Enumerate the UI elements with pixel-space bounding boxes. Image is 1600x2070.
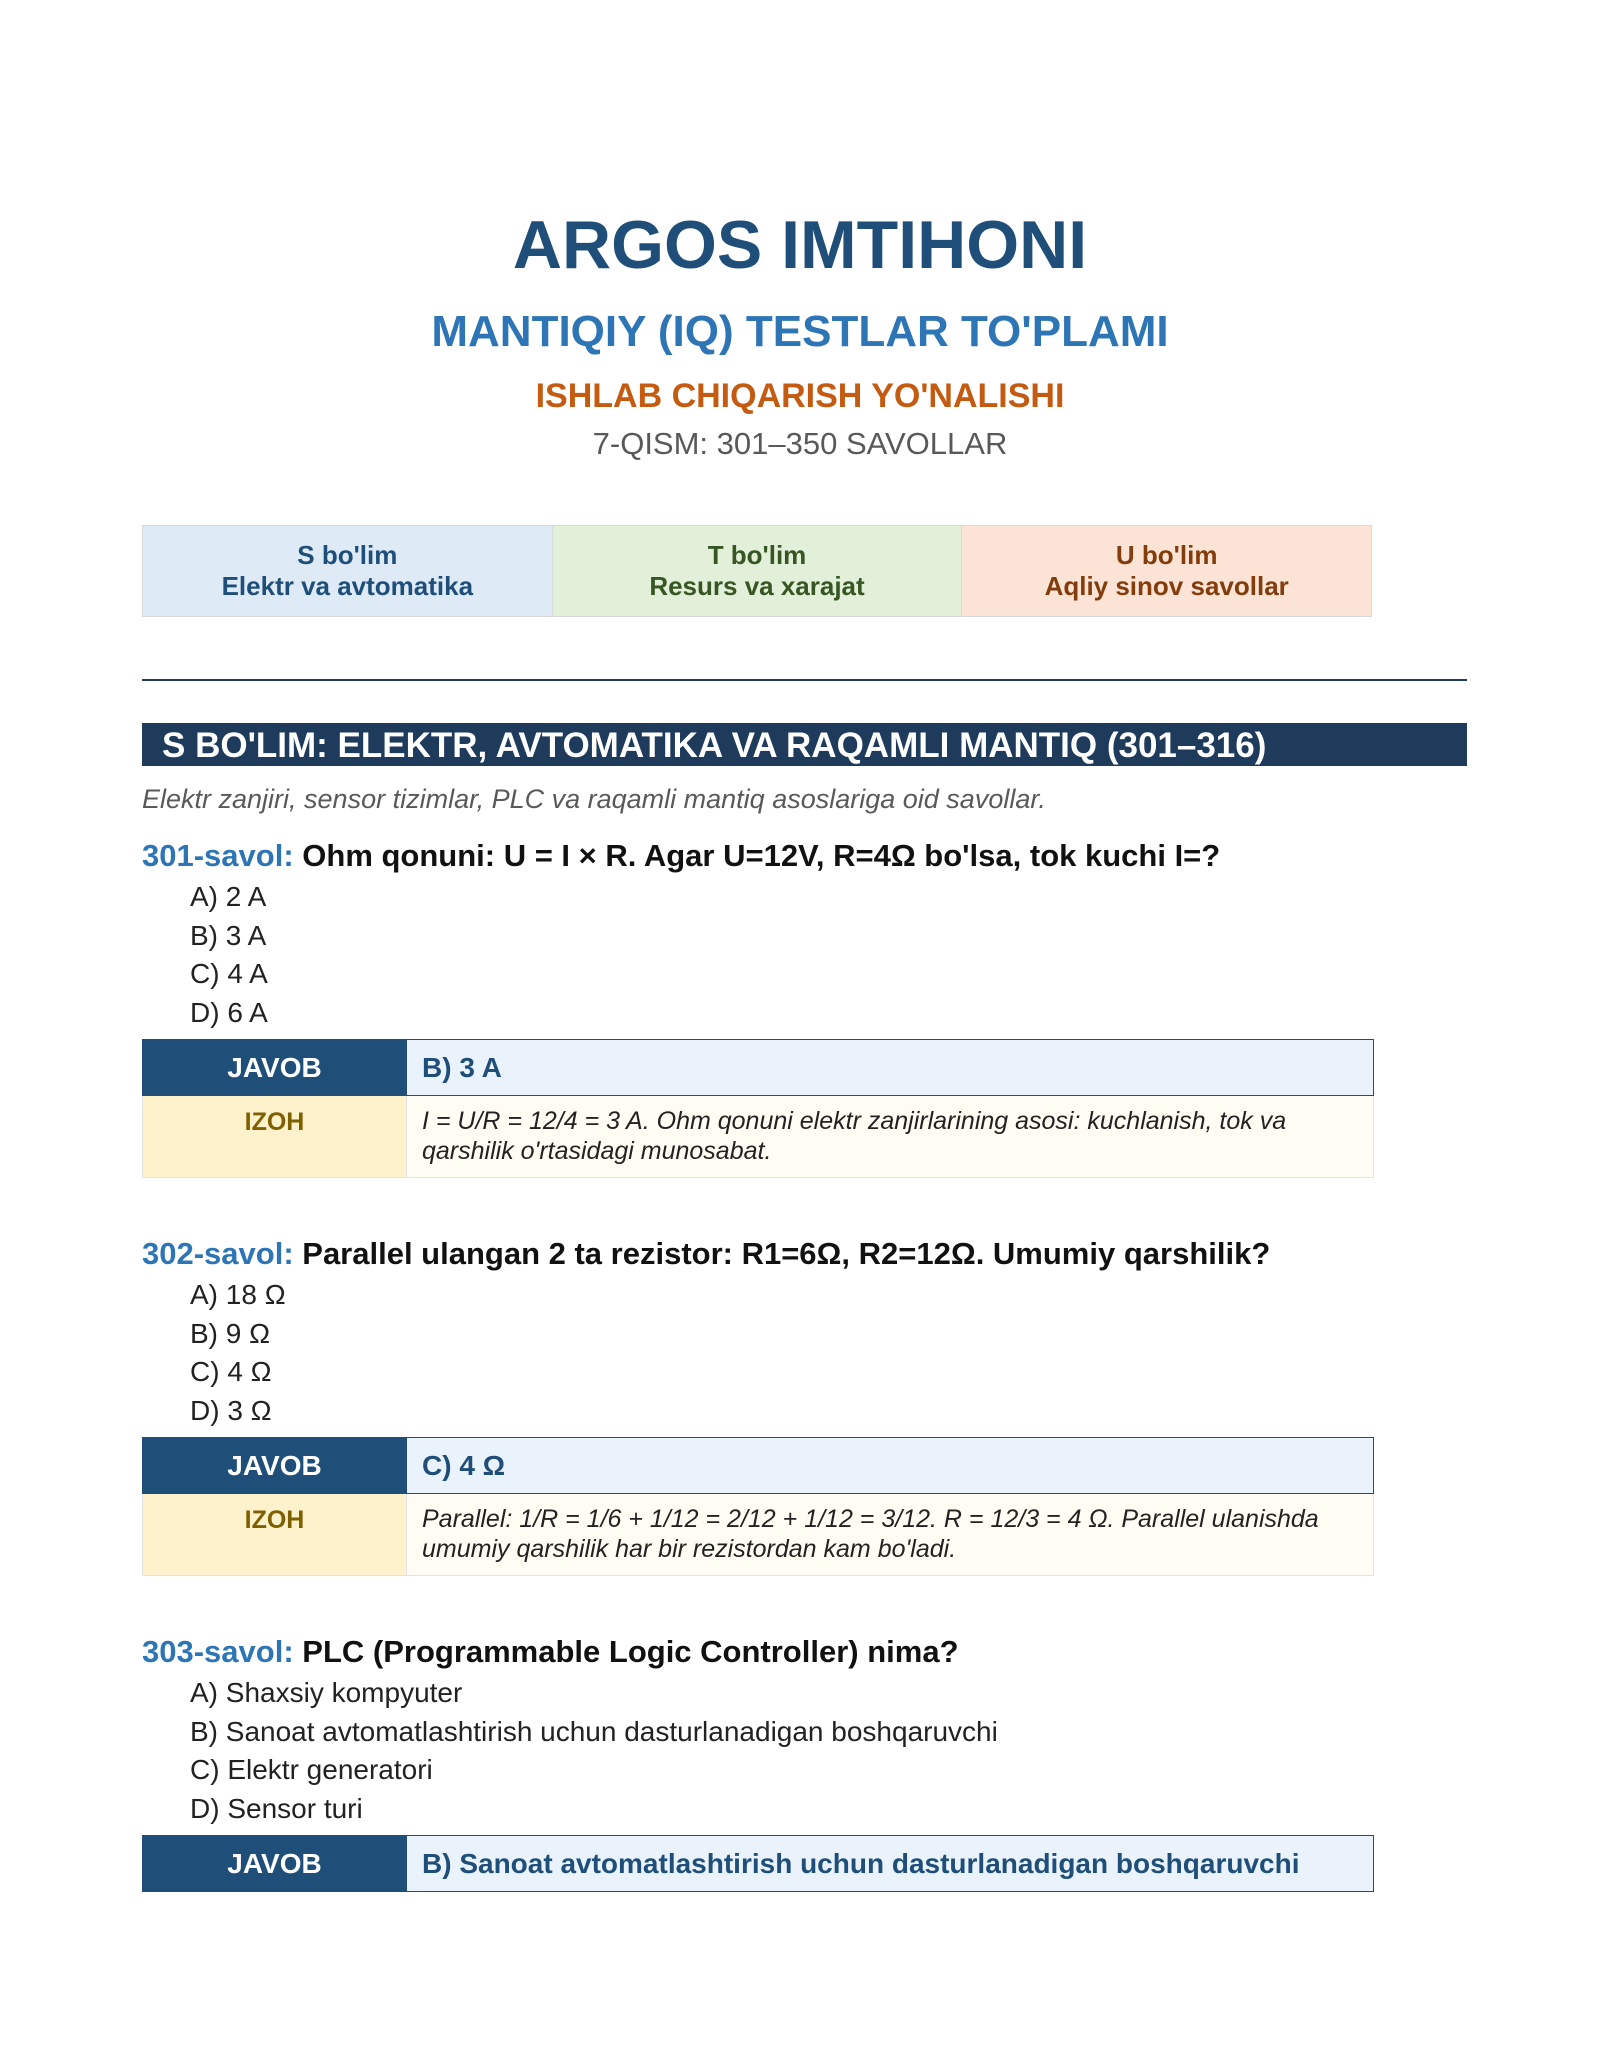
option-b: B) 3 A <box>190 919 267 951</box>
explanation-text: I = U/R = 12/4 = 3 A. Ohm qonuni elektr zanjirlarining asosi: kuchlanish, tok va qarshilik o'rtasidagi munosabat. <box>407 1096 1374 1178</box>
question-line <box>142 836 1467 876</box>
options-list <box>190 1276 1467 1430</box>
question-text: Ohm qonuni: U = I × R. Agar U=12V, R=4Ω bo'lsa, tok kuchi I=? <box>302 838 1221 873</box>
section-name: T bo'lim <box>707 540 807 570</box>
question-302 <box>142 1234 1467 1576</box>
option-b: B) 9 Ω <box>190 1317 271 1349</box>
options-list <box>190 1674 1467 1828</box>
option-d: D) 3 Ω <box>190 1394 272 1426</box>
section-desc: Aqliy sinov savollar <box>1044 571 1289 601</box>
question-301 <box>142 836 1467 1178</box>
option-c: C) 4 Ω <box>190 1356 272 1387</box>
answer-table <box>142 1835 1374 1892</box>
answer-label: JAVOB <box>143 1438 407 1494</box>
option-a: A) 18 Ω <box>190 1279 286 1310</box>
sections-overview <box>142 525 1372 617</box>
section-t-box <box>553 526 963 616</box>
section-u-box <box>962 526 1371 616</box>
option-c: C) Elektr generatori <box>190 1754 433 1785</box>
question-number: 303-savol: <box>142 1634 294 1669</box>
answer-value: C) 4 Ω <box>407 1438 1374 1494</box>
option-c: C) 4 A <box>190 958 268 989</box>
section-description: Elektr zanjiri, sensor tizimlar, PLC va raqamli mantiq asoslariga oid savollar. <box>142 784 1046 814</box>
question-text: Parallel ulangan 2 ta rezistor: R1=6Ω, R2=12Ω. Umumiy qarshilik? <box>302 1236 1271 1271</box>
question-303 <box>142 1632 1467 1892</box>
question-number: 302-savol: <box>142 1236 294 1271</box>
document-subtitle: MANTIQIY (IQ) TESTLAR TO'PLAMI <box>431 307 1169 356</box>
part-label: 7-QISM: 301–350 SAVOLLAR <box>592 426 1008 461</box>
question-line <box>142 1234 1467 1274</box>
section-name: S bo'lim <box>297 540 398 570</box>
direction-label: ISHLAB CHIQARISH YO'NALISHI <box>535 377 1065 415</box>
option-d: D) Sensor turi <box>190 1792 363 1824</box>
answer-table <box>142 1039 1374 1178</box>
question-text: PLC (Programmable Logic Controller) nima? <box>302 1634 959 1669</box>
section-desc: Elektr va avtomatika <box>221 571 474 601</box>
divider <box>142 679 1467 681</box>
explanation-label: IZOH <box>143 1096 407 1178</box>
section-name: U bo'lim <box>1115 540 1218 570</box>
answer-label: JAVOB <box>143 1040 407 1096</box>
section-header: S BO'LIM: ELEKTR, AVTOMATIKA VA RAQAMLI MANTIQ (301–316) <box>142 723 1467 766</box>
option-b: B) Sanoat avtomatlashtirish uchun dasturlanadigan boshqaruvchi <box>190 1715 998 1747</box>
explanation-text: Parallel: 1/R = 1/6 + 1/12 = 2/12 + 1/12 = 3/12. R = 12/3 = 4 Ω. Parallel ulanishda umumiy qarshilik har bir rezistordan kam bo'ladi. <box>407 1494 1374 1576</box>
answer-value: B) 3 A <box>407 1040 1374 1096</box>
answer-value: B) Sanoat avtomatlashtirish uchun dasturlanadigan boshqaruvchi <box>407 1836 1374 1892</box>
question-line <box>142 1632 1467 1672</box>
option-a: A) Shaxsiy kompyuter <box>190 1677 463 1708</box>
document-title: ARGOS IMTIHONI <box>512 207 1088 283</box>
section-desc: Resurs va xarajat <box>649 571 865 601</box>
question-number: 301-savol: <box>142 838 294 873</box>
option-a: A) 2 A <box>190 881 267 912</box>
answer-label: JAVOB <box>143 1836 407 1892</box>
option-d: D) 6 A <box>190 996 268 1028</box>
explanation-label: IZOH <box>143 1494 407 1576</box>
section-s-box <box>143 526 553 616</box>
options-list <box>190 878 1467 1032</box>
answer-table <box>142 1437 1374 1576</box>
